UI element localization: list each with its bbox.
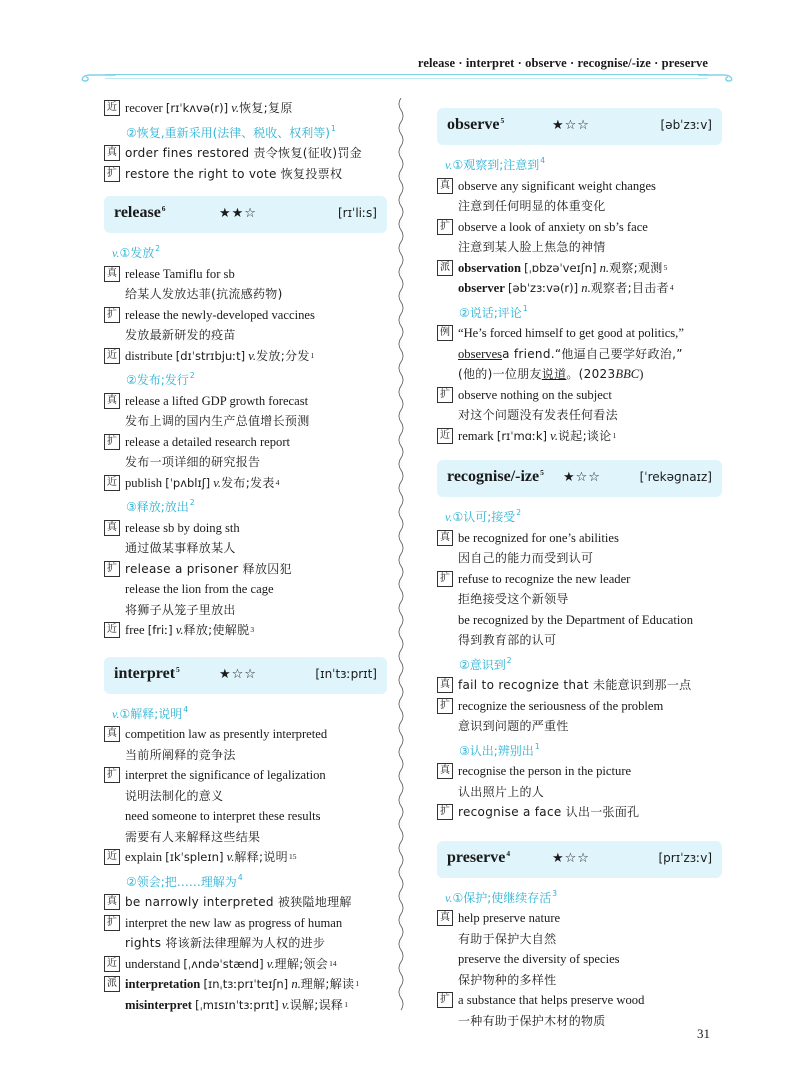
tag-exam: 真 [104,726,120,742]
example-en: a substance that helps preserve wood [458,993,645,1007]
meaning: 说起;谈论 [557,428,612,443]
frequency-count: 4 [275,477,280,487]
example: rights 将该新法律理解为人权的进步 [125,936,326,950]
sense-heading [104,700,387,725]
entry-line [437,949,722,970]
tag-exam: 真 [104,393,120,409]
example-en: preserve the diversity of species [458,952,620,966]
headword [114,204,166,222]
entry-line [437,761,722,782]
part-of-speech: v. [266,956,275,971]
example-zh: 有助于保护大自然 [458,931,557,946]
frequency-count: 4 [669,283,674,292]
entry-line [104,264,387,285]
meaning: 发放;分发 [256,348,310,363]
phonetic: [ˈrekəɡnaɪz] [639,470,712,484]
example-en: observe nothing on the subject [458,387,612,402]
frequency-count: 3 [250,625,255,634]
meaning: 恢复;复原 [239,101,293,115]
entry-line [104,346,387,367]
header-rule [105,74,708,75]
entry-line [437,589,722,610]
entry-line [104,974,387,995]
synonym-word: explain [125,850,163,864]
headword-text: observe [447,116,500,133]
tag-extend: 扩 [437,992,453,1008]
entry-line [437,258,722,279]
tag-extend: 扩 [104,561,120,577]
part-of-speech: v. [445,158,453,172]
phonetic: [rɪˈmɑːk] [496,428,548,443]
frequency-count: 2 [516,508,522,517]
page-number: 31 [697,1026,710,1041]
example-zh: 发放最新研发的疫苗 [125,328,236,342]
sense-heading [437,503,722,528]
header-rule-thin [105,78,708,79]
phonetic: [friː] [147,623,173,637]
headword-text: release [114,204,161,221]
entry-line [104,620,387,641]
frequency-count: 5 [500,116,505,125]
phonetic: [ɪkˈspleɪn] [165,850,224,864]
example-en: release a lifted GDP growth forecast [125,393,309,408]
column-divider [396,98,406,1013]
frequency-count: 6 [161,204,166,213]
entry-header-recognise [437,460,722,497]
entry-line [437,426,722,447]
phonetic: [əbˈzɜːvə(r)] [508,281,579,295]
headword-text: preserve [447,848,506,866]
tag-synonym: 近 [104,622,120,638]
example: interpret the new law as progress of human [125,915,343,930]
quote-zh: (他的)一位朋友 [458,367,542,381]
entry-line [437,323,722,344]
frequency-count: 2 [506,655,512,665]
part-of-speech: v. [112,246,120,260]
entry-line [437,176,722,197]
quote-source-end: ) [639,367,644,381]
phonetic: [ˌɒbzəˈveɪʃn] [524,260,597,275]
part-of-speech: v. [281,997,290,1012]
phonetic: [rɪˈliːs] [337,206,377,220]
part-of-speech: n. [581,281,591,295]
meaning: 发布;发表 [221,475,275,490]
example: recognise a face 认出一张面孔 [458,805,640,819]
entry-line [104,325,387,346]
star-rating: ★☆☆ [219,666,257,682]
entry-header-observe [437,108,722,145]
quote-en: “He’s forced himself to get good at politics,” [458,326,684,340]
tag-exam: 真 [104,266,120,282]
frequency-count: 4 [237,872,243,882]
tag-synonym: 近 [437,428,453,444]
headword-text: recognise/-ize [447,468,540,485]
example: restore the right to vote 恢复投票权 [125,166,343,181]
tag-extend: 扩 [104,434,120,450]
phonetic: [ˌʌndəˈstænd] [183,956,264,971]
frequency-count: 3 [552,888,558,898]
tag-exam: 真 [437,530,453,546]
entry-line [104,765,387,786]
entry-line [104,806,387,827]
part-of-speech: v. [112,706,120,721]
example-en: observe a look of anxiety on sb’s face [458,219,648,234]
entry-line [104,143,387,164]
sense-heading [104,239,387,264]
example-zh: 一种有助于保护木材的物质 [458,1013,606,1028]
example-en: release a prisoner 释放囚犯 [125,561,292,576]
entry-line [104,995,387,1016]
tag-exam: 真 [437,763,453,779]
frequency-count: 1 [310,350,315,360]
tag-exam: 真 [104,145,120,161]
part-of-speech: v. [231,101,240,115]
example-en: release a detailed research report [125,434,291,449]
sense-heading [437,151,722,176]
sense-text: ③认出;辨别出 [459,743,534,758]
example-zh: 对这个问题没有发表任何看法 [458,408,618,422]
sense-text: ②说话;评论 [459,305,522,320]
entry-line [104,933,387,954]
headword [447,849,510,867]
headword [447,116,504,134]
tag-synonym: 近 [104,348,120,364]
part-of-speech: n. [599,260,610,275]
tag-extend: 扩 [437,698,453,714]
derivative-word: observation [458,260,521,275]
part-of-speech: n. [291,977,301,991]
entry-line [437,610,722,631]
sense-heading [437,737,722,762]
part-of-speech: v. [248,348,257,363]
entry-line [437,385,722,406]
example: be narrowly interpreted 被狭隘地理解 [125,895,352,909]
synonym-word: free [125,623,145,637]
meaning: 理解;解读 [300,977,355,991]
frequency-count: 4 [506,848,511,858]
synonym-word: distribute [125,348,173,363]
entry-line [437,405,722,426]
tag-exam: 真 [437,178,453,194]
sense-text: ③释放;放出 [126,500,189,514]
entry-line [437,237,722,258]
quote-keyword: observes [458,346,503,361]
entry-line [104,579,387,600]
example-zh: 注意到任何明显的体重变化 [458,199,606,213]
entry-line [437,716,722,737]
entry-line [437,364,722,385]
headword-text: interpret [114,664,176,682]
synonym-word: recover [125,101,163,115]
meaning: 误解;误释 [289,997,344,1012]
entry-line [104,284,387,305]
entry-line [437,802,722,823]
header-ornament-left [76,68,116,84]
tag-example: 例 [437,325,453,341]
example-zh: 通过做某事释放某人 [125,541,236,555]
entry-line [104,892,387,913]
tag-extend: 扩 [437,804,453,820]
phonetic: [əbˈzɜːv] [660,118,712,132]
entry-line [437,344,722,365]
entry-line [437,908,722,929]
entry-line [104,432,387,453]
entry-header-interpret [104,657,387,694]
derivative-word: interpretation [125,977,201,991]
sense-heading [437,299,722,324]
meaning: 理解;领会 [274,956,329,971]
entry-line [104,391,387,412]
entry-line [104,786,387,807]
frequency-count: 1 [355,979,360,988]
tag-extend: 扩 [104,307,120,323]
example-zh: 注意到某人脸上焦急的神情 [458,240,606,254]
example-zh: 拒绝接受这个新领导 [458,592,569,606]
entry-header-preserve [437,841,722,878]
part-of-speech: v. [226,850,235,864]
quote-text: a friend.“他逼自己要学好政治,” [502,346,683,361]
entry-line [437,569,722,590]
synonym-word: understand [125,956,181,971]
entry-line [104,600,387,621]
sense-text: ②恢复,重新采用(法律、税收、权利等) [126,125,330,140]
example-en: release the lion from the cage [125,582,274,596]
meaning: 释放;使解脱 [183,623,250,637]
tag-exam: 真 [104,520,120,536]
frequency-count: 1 [344,999,348,1009]
sense-heading [104,493,387,518]
tag-derivative: 派 [104,976,120,992]
headword [447,468,544,486]
example-en: release the newly-developed vaccines [125,307,315,322]
entry-line [437,929,722,950]
example-zh: 当前所阐释的竞争法 [125,747,236,762]
entry-line [437,1011,722,1032]
example-en: be recognized by the Department of Education [458,612,693,627]
tag-extend: 扩 [104,915,120,931]
entry-line [104,411,387,432]
phonetic: [ɪnˈtɜːprɪt] [315,666,377,681]
example-zh: 因自己的能力而受到认可 [458,551,594,565]
example-zh: 给某人发放达菲(抗流感药物) [125,287,283,301]
sense-text: ②意识到 [459,657,506,672]
sense-heading [437,884,722,909]
sense-text: ①解释;说明 [119,706,183,721]
entry-line [104,538,387,559]
tag-derivative: 派 [437,260,453,276]
star-rating: ★★☆ [219,206,257,221]
example-en: be recognized for one’s abilities [458,530,619,545]
entry-header-release [104,196,387,233]
meaning: 观察者;目击者 [590,281,669,295]
example-en: recognise the person in the picture [458,764,632,778]
sense-text: ①观察到;注意到 [452,158,540,172]
tag-synonym: 近 [104,956,120,972]
tag-extend: 扩 [437,387,453,403]
tag-extend: 扩 [104,767,120,783]
entry-line [104,518,387,539]
frequency-count: 1 [612,430,617,440]
sense-heading [437,651,722,676]
frequency-count: 2 [155,244,160,253]
sense-heading [104,366,387,391]
phonetic: [ɪnˌtɜːprɪˈteɪʃn] [203,977,289,991]
entry-line [104,954,387,975]
star-rating: ★☆☆ [552,850,590,866]
synonym-word: remark [458,428,494,443]
sense-text: ①认可;接受 [452,510,516,524]
entry-line [104,827,387,848]
sense-text: ②发布;发行 [126,373,189,387]
example-en: help preserve nature [458,911,561,925]
entry-line [437,548,722,569]
example-zh: 发布上调的国内生产总值增长预测 [125,414,310,428]
example-en: interpret the significance of legalization [125,768,326,782]
entry-line [437,196,722,217]
example-en: competition law as presently interpreted [125,727,328,741]
sense-heading [104,868,387,893]
derivative-word: observer [458,281,505,295]
frequency-count: 5 [540,468,544,477]
left-column [104,98,387,1015]
tag-exam: 真 [437,677,453,693]
star-rating: ★☆☆ [552,118,590,133]
synonym-word: publish [125,475,163,490]
frequency-count: 5 [176,664,180,674]
frequency-count: 4 [540,156,546,165]
entry-line [437,990,722,1011]
frequency-count: 15 [288,852,297,861]
header-ornament-right [698,68,738,84]
example-en: need someone to interpret these results [125,809,321,823]
right-column [437,102,722,1031]
quote-source: 。(2023 [566,367,616,381]
entry-line [104,745,387,766]
example-zh: 意识到问题的严重性 [458,719,569,733]
part-of-speech: v. [445,890,453,905]
derivative-word: misinterpret [125,997,192,1012]
example: order fines restored 责令恢复(征收)罚金 [125,146,362,160]
example-en: recognize the seriousness of the problem [458,698,664,713]
entry-line [104,98,387,119]
meaning: 解释;说明 [234,850,288,864]
example-zh: 说明法制化的意义 [125,788,224,803]
example-zh: 需要有人来解释这些结果 [125,829,261,844]
part-of-speech: v. [213,475,222,490]
phonetic: [dɪˈstrɪbjuːt] [175,348,246,363]
entry-line [437,675,722,696]
example-zh: 认出照片上的人 [458,784,545,799]
entry-line [104,913,387,934]
meaning: 观察;观测 [609,260,663,275]
entry-line [437,630,722,651]
sense-text: ①发放 [119,246,155,260]
quote-keyword-zh: 说道 [541,367,567,381]
tag-synonym: 近 [104,475,120,491]
tag-exam: 真 [104,894,120,910]
frequency-count: 2 [189,371,195,380]
example-zh: 将狮子从笼子里放出 [125,602,236,617]
phonetic: [ˌmɪsɪnˈtɜːprɪt] [195,997,279,1012]
entry-line [104,305,387,326]
tag-extend: 扩 [104,166,120,182]
entry-line [104,559,387,580]
phonetic: [ˈpʌblɪʃ] [165,475,211,490]
tag-extend: 扩 [437,219,453,235]
sense-heading [104,119,387,144]
entry-line [104,164,387,185]
tag-extend: 扩 [437,571,453,587]
example-en: observe any significant weight changes [458,178,656,193]
part-of-speech: v. [175,623,184,637]
frequency-count: 2 [189,498,195,507]
running-header: release · interpret · observe · recognise/-ize · preserve [417,56,708,70]
headword [114,665,180,683]
phonetic: [rɪˈkʌvə(r)] [165,101,229,115]
frequency-count: 1 [330,123,336,133]
entry-line [437,696,722,717]
sense-text: ②领会;把……理解为 [126,874,237,889]
frequency-count: 4 [183,704,189,714]
sense-text: ①保护;使继续存活 [452,890,552,905]
tag-synonym: 近 [104,849,120,865]
part-of-speech: v. [550,428,558,443]
frequency-count: 1 [522,303,528,313]
entry-line [437,970,722,991]
entry-line [104,473,387,494]
entry-line [437,217,722,238]
entry-line [437,278,722,299]
frequency-count: 14 [329,958,337,968]
example-en: refuse to recognize the new leader [458,571,631,586]
part-of-speech: v. [445,510,453,524]
quote-source-name: BBC [615,367,640,381]
example-zh: 发布一项详细的研究报告 [125,455,261,469]
entry-line [104,452,387,473]
example-zh: 得到教育部的认可 [458,633,557,647]
frequency-count: 5 [663,262,668,272]
tag-synonym: 近 [104,100,120,116]
example-zh: 保护物种的多样性 [458,972,557,987]
example: fail to recognize that 未能意识到那一点 [458,678,692,692]
star-rating: ★☆☆ [563,470,601,485]
example-en: release Tamiflu for sb [125,266,235,281]
entry-line [437,782,722,803]
entry-line [104,847,387,868]
frequency-count: 1 [534,741,540,751]
entry-line [437,528,722,549]
phonetic: [prɪˈzɜːv] [658,850,712,865]
example-en: release sb by doing sth [125,520,240,535]
tag-exam: 真 [437,910,453,926]
entry-line [104,724,387,745]
